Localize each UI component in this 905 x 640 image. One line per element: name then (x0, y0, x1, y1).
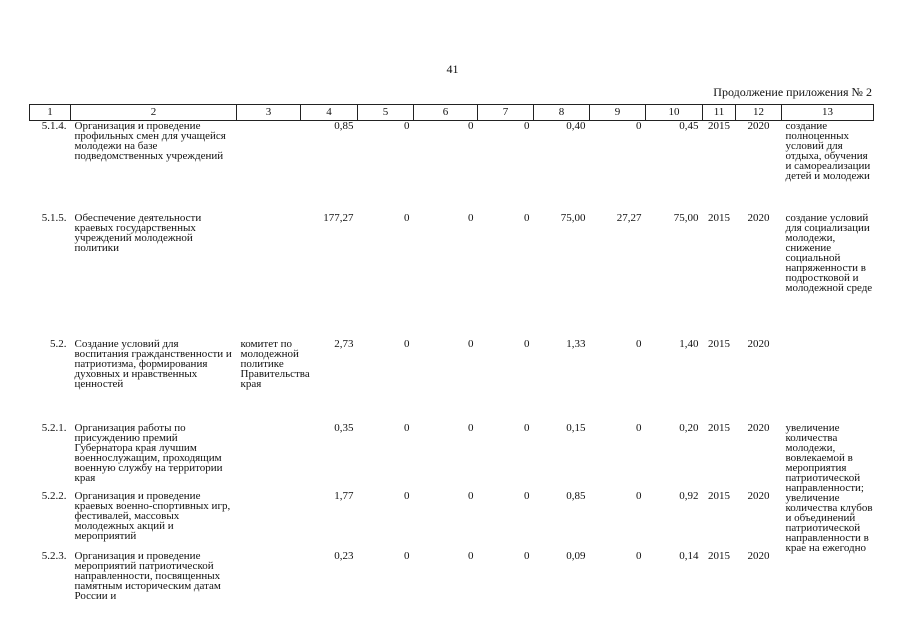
row-value: 0 (524, 211, 530, 224)
column-header: 13 (782, 105, 874, 121)
column-header: 1 (30, 105, 71, 121)
row-start-year: 2015 (708, 549, 730, 562)
page-number: 41 (446, 62, 459, 76)
row-value: 1,40 (679, 337, 699, 350)
table-row (30, 339, 874, 423)
row-executor (237, 121, 301, 213)
row-end-year: 2020 (747, 421, 770, 434)
column-header: 8 (534, 105, 590, 121)
table-row (30, 121, 874, 213)
row-value: 0 (468, 337, 474, 350)
program-table (29, 104, 874, 611)
row-value: 0 (524, 549, 530, 562)
row-value: 0 (404, 489, 410, 502)
table-row (30, 213, 874, 339)
row-start-year: 2015 (708, 489, 730, 502)
row-value: 1,33 (566, 337, 586, 350)
row-start-year: 2015 (708, 211, 730, 224)
column-header: 4 (301, 105, 358, 121)
row-result: создание условий для социализации молодежи, снижение социальной напряженности в подростковой и молодежной среде (785, 211, 873, 294)
row-value: 1,77 (334, 489, 354, 502)
row-value: 2,73 (334, 337, 354, 350)
row-value: 75,00 (673, 211, 699, 224)
row-value: 0 (524, 421, 530, 434)
row-value: 0 (468, 120, 474, 132)
row-value: 0 (468, 489, 474, 502)
row-value: 0,15 (566, 421, 586, 434)
row-value: 0,20 (679, 421, 699, 434)
row-start-year: 2015 (708, 120, 730, 132)
row-executor (237, 491, 301, 551)
row-end-year: 2020 (747, 211, 770, 224)
row-code: 5.2. (50, 337, 67, 350)
row-value: 177,27 (323, 211, 354, 224)
row-value: 0 (404, 337, 410, 350)
row-value: 0 (404, 549, 410, 562)
row-code: 5.1.4. (41, 120, 67, 132)
row-value: 0 (404, 421, 410, 434)
row-end-year: 2020 (747, 337, 770, 350)
row-result: создание полноценных условий для отдыха, обучения и самореализации детей и молодежи (785, 120, 871, 182)
column-header-row (30, 105, 874, 121)
table-row (30, 491, 874, 551)
row-value: 0 (404, 120, 410, 132)
row-executor (237, 213, 301, 339)
table-row (30, 423, 874, 491)
column-header: 7 (478, 105, 534, 121)
row-value: 0,85 (334, 120, 354, 132)
row-name: Организация и проведение краевых военно-спортивных игр, фестивалей, массовых молодежных акций и мероприятий (74, 489, 231, 542)
row-value: 0,45 (679, 120, 699, 132)
column-header: 10 (646, 105, 703, 121)
row-value: 0 (524, 120, 530, 132)
row-value: 0,85 (566, 489, 586, 502)
row-start-year: 2015 (708, 421, 730, 434)
row-name: Организация и проведение мероприятий патриотической направленности, посвященных памятным историческим датам России и (74, 549, 221, 602)
column-header: 2 (71, 105, 237, 121)
row-value: 0,23 (334, 549, 354, 562)
column-header: 6 (414, 105, 478, 121)
column-header: 12 (736, 105, 782, 121)
row-name: Обеспечение деятельности краевых государственных учреждений молодежной политики (74, 211, 202, 254)
column-header: 11 (703, 105, 736, 121)
row-value: 0,35 (334, 421, 354, 434)
continuation-label: Продолжение приложения № 2 (713, 85, 872, 99)
row-result (782, 339, 874, 423)
row-executor (237, 423, 301, 491)
row-code: 5.2.2. (41, 489, 67, 502)
row-value: 0 (468, 421, 474, 434)
row-value: 0 (404, 211, 410, 224)
row-value: 0 (636, 549, 642, 562)
column-header: 3 (237, 105, 301, 121)
row-end-year: 2020 (747, 120, 770, 132)
row-value: 0 (468, 549, 474, 562)
row-value: 0 (524, 489, 530, 502)
row-executor (237, 551, 301, 611)
row-value: 0,09 (566, 549, 586, 562)
row-start-year: 2015 (708, 337, 730, 350)
row-end-year: 2020 (747, 489, 770, 502)
row-value: 75,00 (560, 211, 586, 224)
row-executor: комитет по молодежной политике Правительства края (240, 337, 310, 390)
row-value: 0 (636, 337, 642, 350)
row-value: 0 (636, 120, 642, 132)
row-name: Организация работы по присуждению премий Губернатора края лучшим военнослужащим, проходящим военную службу на территории края (74, 421, 223, 484)
row-result: увеличение количества молодежи, вовлекаемой в мероприятия патриотической направленности; увеличение количества клубов и объединений патриотической направленности в крае на ежегодно (785, 421, 873, 554)
row-value: 0 (636, 489, 642, 502)
row-name: Организация и проведение профильных смен для учащейся молодежи на базе подведомственных учреждений (74, 120, 226, 162)
row-value: 0,40 (566, 120, 586, 132)
table-row (30, 551, 874, 611)
row-value: 0 (468, 211, 474, 224)
row-value: 0,14 (679, 549, 699, 562)
row-value: 27,27 (616, 211, 642, 224)
row-code: 5.1.5. (41, 211, 67, 224)
column-header: 5 (358, 105, 414, 121)
row-code: 5.2.3. (41, 549, 67, 562)
row-value: 0,92 (679, 489, 699, 502)
row-value: 0 (636, 421, 642, 434)
row-name: Создание условий для воспитания гражданственности и патриотизма, формирования духовных и нравственных ценностей (74, 337, 232, 390)
row-end-year: 2020 (747, 549, 770, 562)
column-header: 9 (590, 105, 646, 121)
row-code: 5.2.1. (41, 421, 67, 434)
row-value: 0 (524, 337, 530, 350)
